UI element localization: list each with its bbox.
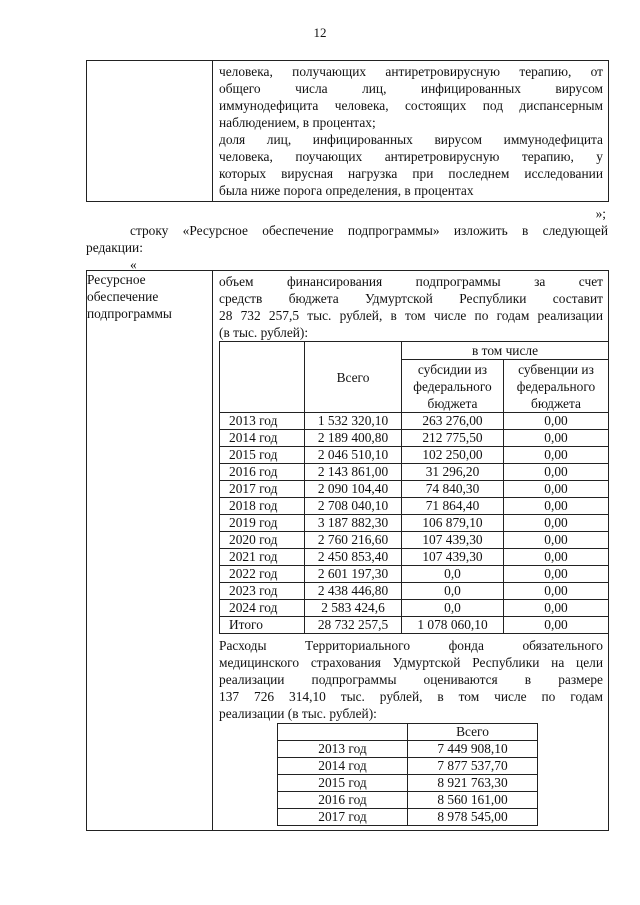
header-line: бюджета	[427, 395, 478, 411]
year-cell: 2024 год	[220, 600, 305, 617]
header-line: федерального	[516, 378, 596, 394]
table-row	[220, 566, 609, 583]
text-line: реализации подпрограммы оцениваются в размере	[219, 672, 603, 687]
total-cell: 3 187 882,30	[305, 515, 402, 532]
table-row	[220, 498, 609, 515]
subsidies-cell: 107 439,30	[402, 549, 504, 566]
year-cell: 2014 год	[278, 758, 408, 775]
year-cell: 2023 год	[220, 583, 305, 600]
table-row	[220, 413, 609, 430]
table-row	[278, 741, 538, 758]
total-cell: 2 046 510,10	[305, 447, 402, 464]
subsidies-cell: 107 439,30	[402, 532, 504, 549]
text-line: средств бюджета Удмуртской Республики составит	[219, 291, 603, 306]
subsidies-cell: 212 775,50	[402, 430, 504, 447]
opening-quote: «	[130, 257, 137, 272]
year-cell: Итого	[220, 617, 305, 634]
instruction-line-2: редакции:	[86, 240, 143, 255]
table-row	[220, 464, 609, 481]
subsidies-cell: 0,0	[402, 600, 504, 617]
top-table-text-cell	[213, 61, 609, 202]
header-line: субвенции из	[518, 361, 594, 377]
year-cell: 2021 год	[220, 549, 305, 566]
header-subsidies	[402, 360, 504, 413]
table-row	[220, 617, 609, 634]
text-line: объем финансирования подпрограммы за счет	[219, 274, 603, 289]
text-line: 137 726 314,10 тыс. рублей, в том числе по годам	[219, 689, 603, 704]
total-cell: 2 090 104,40	[305, 481, 402, 498]
total-cell: 2 189 400,80	[305, 430, 402, 447]
subsidies-cell: 0,0	[402, 583, 504, 600]
subventions-cell: 0,00	[504, 583, 609, 600]
tfoms-header-empty	[278, 724, 408, 741]
table-row	[220, 549, 609, 566]
text-line: общего числа лиц, инфицированных вирусом	[219, 81, 603, 96]
table-row	[220, 447, 609, 464]
resource-label-line: обеспечение	[87, 289, 159, 304]
year-cell: 2017 год	[278, 809, 408, 826]
tfoms-header-total: Всего	[408, 724, 538, 741]
total-cell: 8 921 763,30	[408, 775, 538, 792]
total-cell: 2 708 040,10	[305, 498, 402, 515]
text-line: доля лиц, инфицированных вирусом иммунодефицита	[219, 132, 603, 147]
top-table	[86, 60, 609, 202]
year-cell: 2022 год	[220, 566, 305, 583]
closing-quote: »;	[595, 206, 606, 221]
year-cell: 2015 год	[220, 447, 305, 464]
resource-label-line: Ресурсное	[87, 272, 146, 287]
total-cell: 7 449 908,10	[408, 741, 538, 758]
year-cell: 2015 год	[278, 775, 408, 792]
subsidies-cell: 263 276,00	[402, 413, 504, 430]
subventions-cell: 0,00	[504, 515, 609, 532]
text-line: человека, получающих антиретровирусную терапию, от	[219, 64, 603, 79]
header-subventions	[504, 360, 609, 413]
page-number: 12	[313, 25, 327, 40]
resource-content-cell	[213, 271, 609, 831]
table-row	[220, 600, 609, 617]
subsidies-cell: 74 840,30	[402, 481, 504, 498]
subventions-cell: 0,00	[504, 413, 609, 430]
year-cell: 2019 год	[220, 515, 305, 532]
total-cell: 2 438 446,80	[305, 583, 402, 600]
total-cell: 8 978 545,00	[408, 809, 538, 826]
text-line: реализации (в тыс. рублей):	[219, 706, 377, 721]
instruction-line-1: строку «Ресурсное обеспечение подпрограммы» изложить в следующей	[130, 223, 608, 238]
financing-table	[219, 341, 609, 634]
total-cell: 28 732 257,5	[305, 617, 402, 634]
resource-label-line: подпрограммы	[87, 306, 172, 321]
header-total: Всего	[305, 342, 402, 413]
total-cell: 2 143 861,00	[305, 464, 402, 481]
table-row	[220, 583, 609, 600]
subsidies-cell: 102 250,00	[402, 447, 504, 464]
total-cell: 2 760 216,60	[305, 532, 402, 549]
total-cell: 2 601 197,30	[305, 566, 402, 583]
subventions-cell: 0,00	[504, 447, 609, 464]
subventions-cell: 0,00	[504, 464, 609, 481]
subventions-cell: 0,00	[504, 617, 609, 634]
text-line: которых вирусная нагрузка при последнем исследовании	[219, 166, 603, 181]
text-line: была ниже порога определения, в процентах	[219, 183, 474, 198]
subventions-cell: 0,00	[504, 481, 609, 498]
subventions-cell: 0,00	[504, 430, 609, 447]
subventions-cell: 0,00	[504, 600, 609, 617]
table-row	[220, 430, 609, 447]
total-cell: 1 532 320,10	[305, 413, 402, 430]
text-line: наблюдением, в процентах;	[219, 115, 376, 130]
total-cell: 2 450 853,40	[305, 549, 402, 566]
header-group: в том числе	[402, 342, 609, 360]
year-cell: 2016 год	[220, 464, 305, 481]
year-cell: 2020 год	[220, 532, 305, 549]
table-row	[278, 758, 538, 775]
year-cell: 2018 год	[220, 498, 305, 515]
year-cell: 2014 год	[220, 430, 305, 447]
subventions-cell: 0,00	[504, 549, 609, 566]
table-row	[278, 792, 538, 809]
header-empty	[220, 342, 305, 413]
table-row	[220, 515, 609, 532]
text-line: человека, поучающих антиретровирусную терапию, у	[219, 149, 603, 164]
subsidies-cell: 0,0	[402, 566, 504, 583]
text-line: Расходы Территориального фонда обязательного	[219, 638, 603, 653]
total-cell: 8 560 161,00	[408, 792, 538, 809]
subventions-cell: 0,00	[504, 566, 609, 583]
subsidies-cell: 31 296,20	[402, 464, 504, 481]
table-row	[278, 809, 538, 826]
table-row	[220, 532, 609, 549]
text-line: (в тыс. рублей):	[219, 325, 309, 340]
total-cell: 2 583 424,6	[305, 600, 402, 617]
table-row	[220, 481, 609, 498]
subsidies-cell: 1 078 060,10	[402, 617, 504, 634]
text-line: медицинского страхования Удмуртской Республики на цели	[219, 655, 603, 670]
total-cell: 7 877 537,70	[408, 758, 538, 775]
table-row	[278, 775, 538, 792]
header-line: субсидии из	[417, 361, 488, 377]
year-cell: 2017 год	[220, 481, 305, 498]
text-line: иммунодефицита человека, состоящих под диспансерным	[219, 98, 603, 113]
subventions-cell: 0,00	[504, 532, 609, 549]
text-line: 28 732 257,5 тыс. рублей, в том числе по годам реализации	[219, 308, 603, 323]
subventions-cell: 0,00	[504, 498, 609, 515]
subsidies-cell: 106 879,10	[402, 515, 504, 532]
year-cell: 2013 год	[220, 413, 305, 430]
subsidies-cell: 71 864,40	[402, 498, 504, 515]
top-table-label-cell	[87, 61, 213, 202]
resource-label-cell	[87, 271, 213, 831]
header-line: бюджета	[531, 395, 581, 411]
resource-table	[86, 270, 609, 831]
year-cell: 2013 год	[278, 741, 408, 758]
tfoms-table	[277, 723, 538, 826]
header-line: федерального	[413, 378, 492, 394]
year-cell: 2016 год	[278, 792, 408, 809]
